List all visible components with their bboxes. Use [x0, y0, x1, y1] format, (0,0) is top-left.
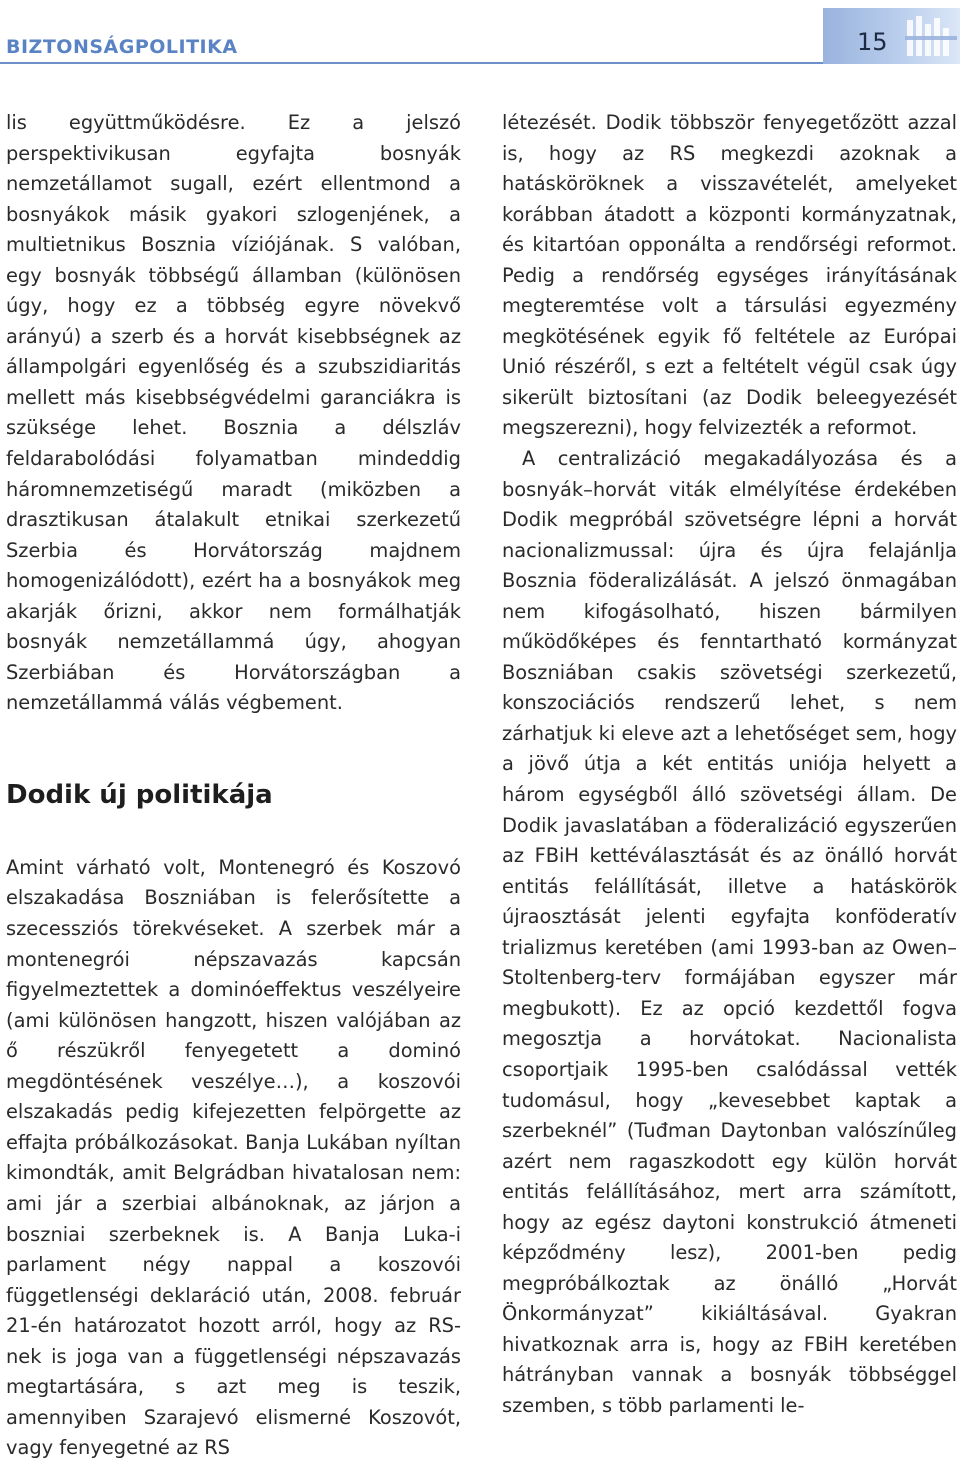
page-number: 15 — [857, 28, 888, 56]
right-column — [502, 108, 957, 1422]
page-number-box — [823, 8, 960, 64]
left-column — [6, 108, 461, 1464]
body-paragraph: létezését. Dodik többször fenyegetőzött azzal is, hogy az RS megkezdi azoknak a hatásköröknek a visszavételét, amelyeket korábban átadott a központi kormányzatnak, és kitartóan opponálta a rendőrségi reformot. Pedig a rendőrség egységes irányításának megteremtése volt a társulási egyezmény megkötésének egyik fő feltétele az Európai Unió részéről, s ezt a feltételt végül csak úgy sikerült biztosítani (az Dodik beleegyezését megszerezni), hogy felvizezték a reformot. — [502, 111, 957, 440]
section-heading: Dodik új politikája — [6, 779, 273, 810]
header-rule — [0, 62, 960, 64]
body-paragraph: Amint várható volt, Montenegró és Koszovó elszakadása Boszniában is felerősítette a szecessziós törekvéseket. A szerbek már a montenegrói népszavazás kapcsán figyelmeztettek a dominóeffektus veszélyeire (ami különösen hangzott, hiszen valójában az ő részükről fenyegetett a dominó megdöntésének veszélye…), a koszovói elszakadás pedig kifejezetten felpörgette az effajta próbálkozásokat. Banja Lukában nyíltan kimondták, amit Belgrádban hivatalosan nem: ami jár a szerbiai albánoknak, az járjon a boszniai szerbeknek is. A Banja Luka-i parlament négy nappal a koszovói függetlenségi deklaráció után, 2008. február 21-én határozatot hozott arról, hogy az RS-nek is joga van a függetlenségi népszavazás megtartására, s azt meg is teszik, amennyiben Szarajevó elismerné Koszovót, vagy fenyegetné az RS — [6, 855, 461, 1460]
page-header — [0, 0, 960, 64]
section-title: BIZTONSÁGPOLITIKA — [6, 36, 238, 58]
publication-logo-icon — [905, 14, 957, 60]
body-paragraph: A centralizáció megakadályozása és a bosnyák–horvát viták elmélyítése érdekében Dodik megpróbál szövetségre lépni a horvát nacionalizmussal: újra és újra felajánlja Bosznia föderalizálását. A jelszó önmagában nem kifogásolható, hiszen bármilyen működőképes és fenntartható kormányzat Boszniában csakis szövetségi szerkezetű, konszociációs rendszerű lehet, s nem zárhatjuk ki eleve azt a lehetőséget sem, hogy a jövő útja a két entitás uniója helyett a három egységből álló szövetségi állam. De Dodik javaslatában a föderalizáció egyszerűen az FBiH kettéválasztását és az önálló horvát entitás felállítását, illetve a hatáskörök újraosztását jelenti egyfajta konföderatív trializmus keretében (ami 1993-ban az Owen–Stoltenberg-terv formájában egyszer már megbukott). Ez az opció kezdettől fogva megosztja a horvátokat. Nacionalista csoportjaik 1995-ben csalódással vették tudomásul, hogy „kevesebbet kaptak a szerbeknél” (Tuđman Daytonban valószínűleg azért nem ragaszkodott egy külön horvát entitás felállításához, mert arra számított, hogy az egész daytoni konstrukció átmeneti képződmény lesz), 2001-ben pedig megpróbálkoztak az önálló „Horvát Önkormányzat” kikiáltásával. Gyakran hivatkoznak arra is, hogy az FBiH keretében hátrányban vannak a bosnyák többséggel szemben, s több parlamenti le- — [502, 447, 957, 1417]
body-paragraph: lis együttműködésre. Ez a jelszó perspektivikusan egyfajta bosnyák nemzetállamot sugall, ezért ellentmond a bosnyákok másik gyakori szlogenjének, a multietnikus Bosznia víziójának. S valóban, egy bosnyák többségű államban (különösen úgy, hogy ez a többség egyre növekvő arányú) a szerb és a horvát kisebbségnek az állampolgári egyenlőség és a szubszidiaritás mellett más kisebbségvédelmi garanciákra is szüksége lehet. Bosznia a délszláv feldarabolódási folyamatban mindeddig háromnemzetiségű maradt (miközben a drasztikusan átalakult etnikai szerkezetű Szerbia és Horvátország majdnem homogenizálódott), ezért ha a bosnyákok meg akarják őrizni, akkor nem formálhatják bosnyák nemzetállammá úgy, ahogyan Szerbiában és Horvátországban a nemzetállammá válás végbement. — [6, 111, 461, 715]
